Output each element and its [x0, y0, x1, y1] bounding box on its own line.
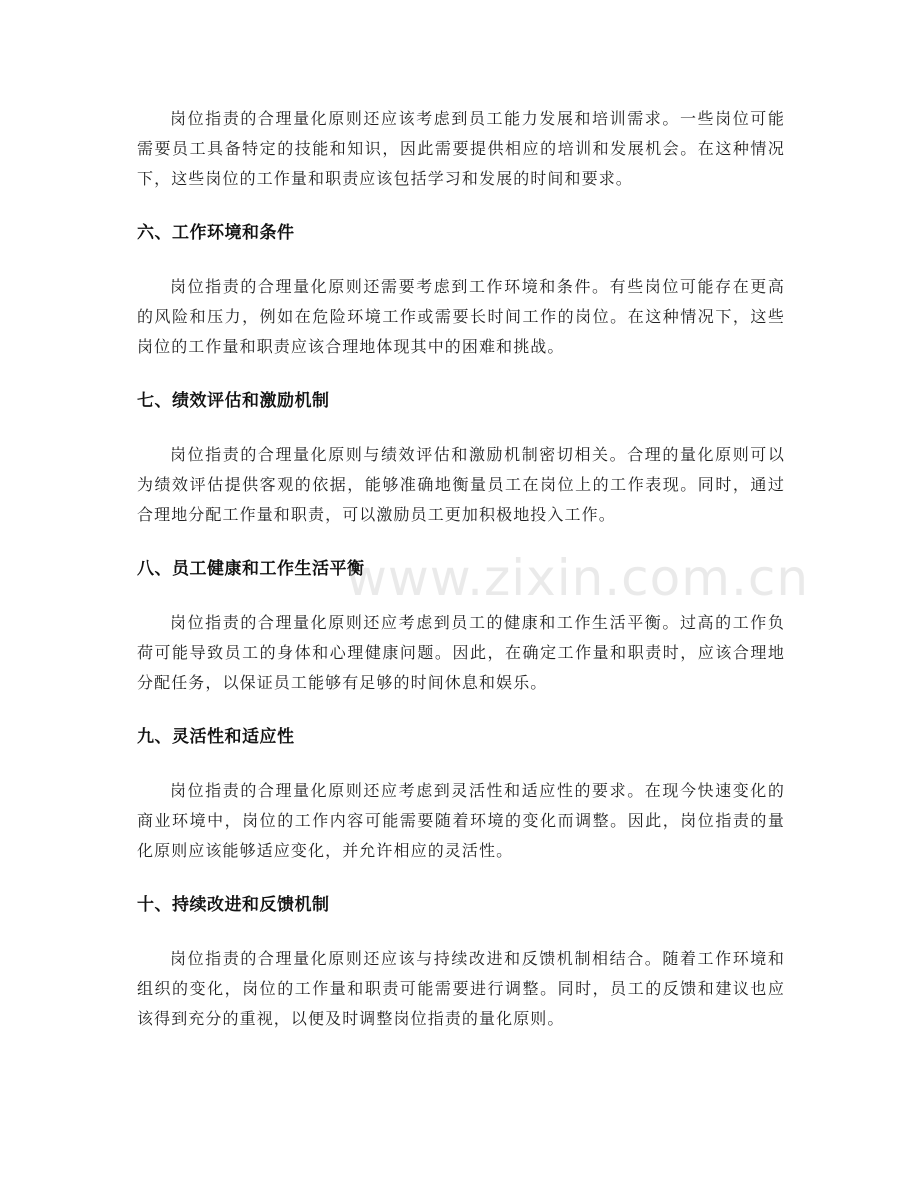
- section-paragraph-6: 岗位指责的合理量化原则还需要考虑到工作环境和条件。有些岗位可能存在更高的风险和压力，例如在危险环境工作或需要长时间工作的岗位。在这种情况下，这些岗位的工作量和职责应该合理地体现其中的困难和挑战。: [137, 277, 785, 356]
- intro-paragraph: 岗位指责的合理量化原则还应该考虑到员工能力发展和培训需求。一些岗位可能需要员工具备特定的技能和知识，因此需要提供相应的培训和发展机会。在这种情况下，这些岗位的工作量和职责应该包括学习和发展的时间和要求。: [137, 109, 785, 188]
- section-paragraph-8: 岗位指责的合理量化原则还应考虑到员工的健康和工作生活平衡。过高的工作负荷可能导致员工的身体和心理健康问题。因此，在确定工作量和职责时，应该合理地分配任务，以保证员工能够有足够的时间休息和娱乐。: [137, 613, 785, 692]
- section-heading-10: 十、持续改进和反馈机制: [137, 895, 330, 915]
- document-body: [137, 104, 785, 1034]
- section-heading-7: 七、绩效评估和激励机制: [137, 391, 330, 411]
- section-heading-9: 九、灵活性和适应性: [137, 727, 295, 747]
- section-paragraph-7: 岗位指责的合理量化原则与绩效评估和激励机制密切相关。合理的量化原则可以为绩效评估提供客观的依据，能够准确地衡量员工在岗位上的工作表现。同时，通过合理地分配工作量和职责，可以激励员工更加积极地投入工作。: [137, 445, 785, 524]
- section-heading-8: 八、员工健康和工作生活平衡: [137, 559, 365, 579]
- section-heading-6: 六、工作环境和条件: [137, 223, 295, 243]
- watermark-text: www.zixin.com.cn: [346, 549, 810, 607]
- section-paragraph-10: 岗位指责的合理量化原则还应该与持续改进和反馈机制相结合。随着工作环境和组织的变化，岗位的工作量和职责可能需要进行调整。同时，员工的反馈和建议也应该得到充分的重视，以便及时调整岗位指责的量化原则。: [137, 949, 785, 1028]
- section-paragraph-9: 岗位指责的合理量化原则还应考虑到灵活性和适应性的要求。在现今快速变化的商业环境中，岗位的工作内容可能需要随着环境的变化而调整。因此，岗位指责的量化原则应该能够适应变化，并允许相应的灵活性。: [137, 781, 785, 860]
